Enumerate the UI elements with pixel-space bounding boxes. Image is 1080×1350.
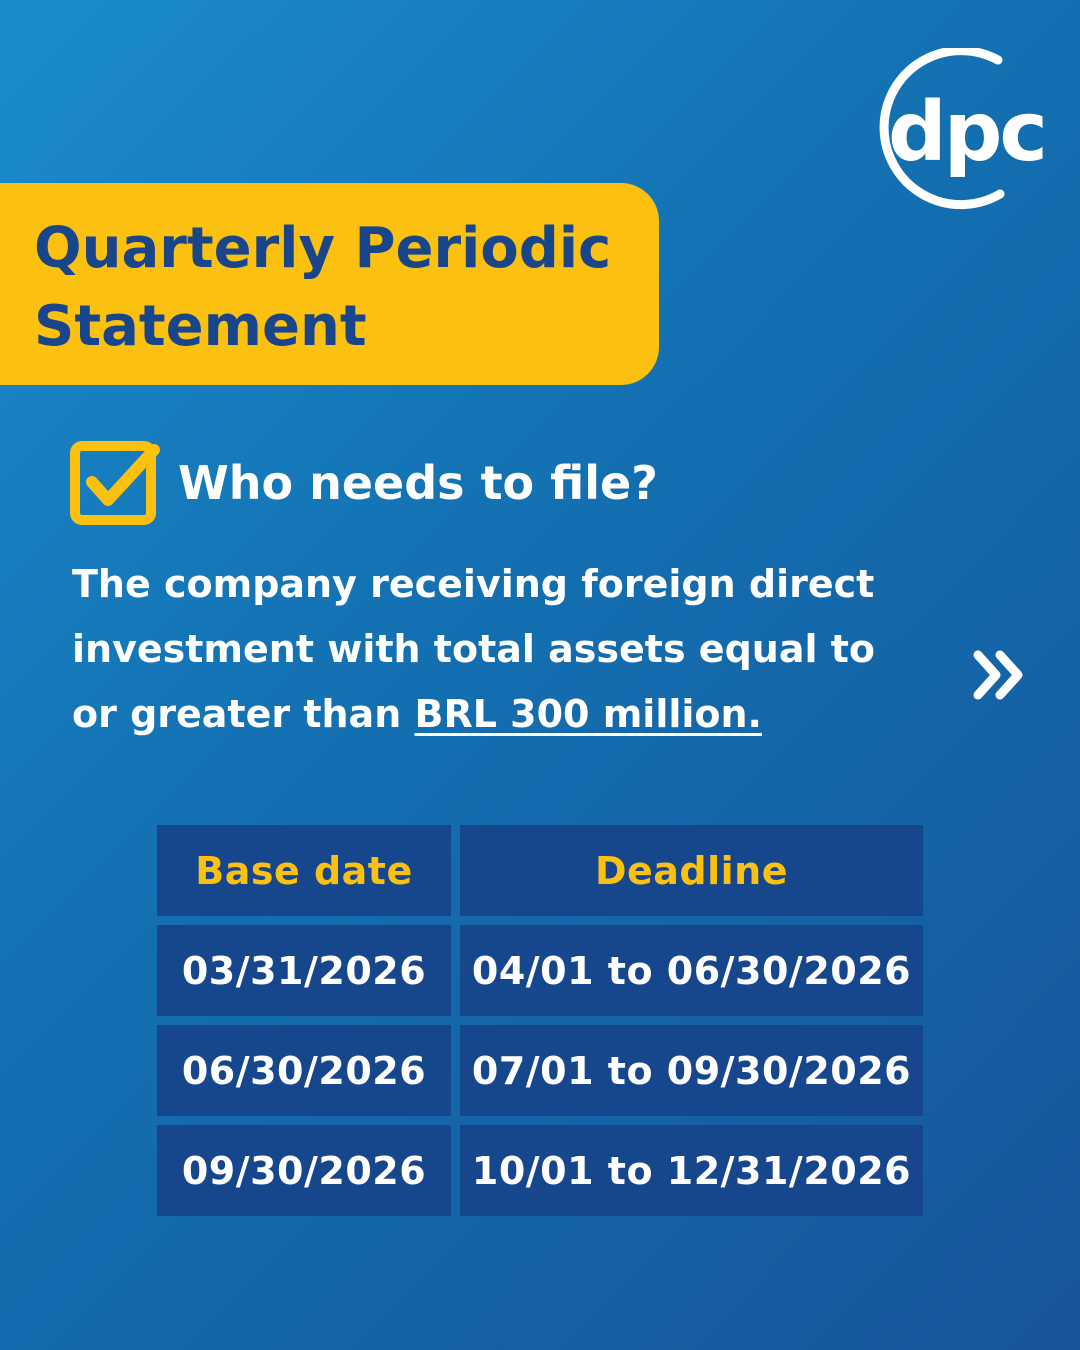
- header-deadline: Deadline: [460, 825, 923, 916]
- svg-text:dpc: dpc: [888, 85, 1046, 180]
- deadline-cell: 04/01 to 06/30/2026: [460, 925, 923, 1016]
- base-date-cell: 03/31/2026: [157, 925, 451, 1016]
- dpc-logo: [862, 48, 1052, 212]
- section-heading: Who needs to file?: [178, 456, 658, 510]
- double-chevron-right-icon[interactable]: [970, 645, 1030, 705]
- base-date-cell: 09/30/2026: [157, 1125, 451, 1216]
- eligibility-text: [72, 552, 932, 747]
- page-title: Quarterly Periodic Statement: [34, 216, 612, 359]
- deadline-table: [157, 825, 923, 1216]
- header-base-date: Base date: [157, 825, 451, 916]
- eligibility-text-main: The company receiving foreign direct investment with total assets equal to or greater than: [72, 562, 875, 736]
- deadline-cell: 07/01 to 09/30/2026: [460, 1025, 923, 1116]
- deadline-cell: 10/01 to 12/31/2026: [460, 1125, 923, 1216]
- base-date-cell: 06/30/2026: [157, 1025, 451, 1116]
- checkbox-check-icon: [70, 440, 160, 526]
- threshold-highlight: BRL 300 million.: [414, 692, 762, 736]
